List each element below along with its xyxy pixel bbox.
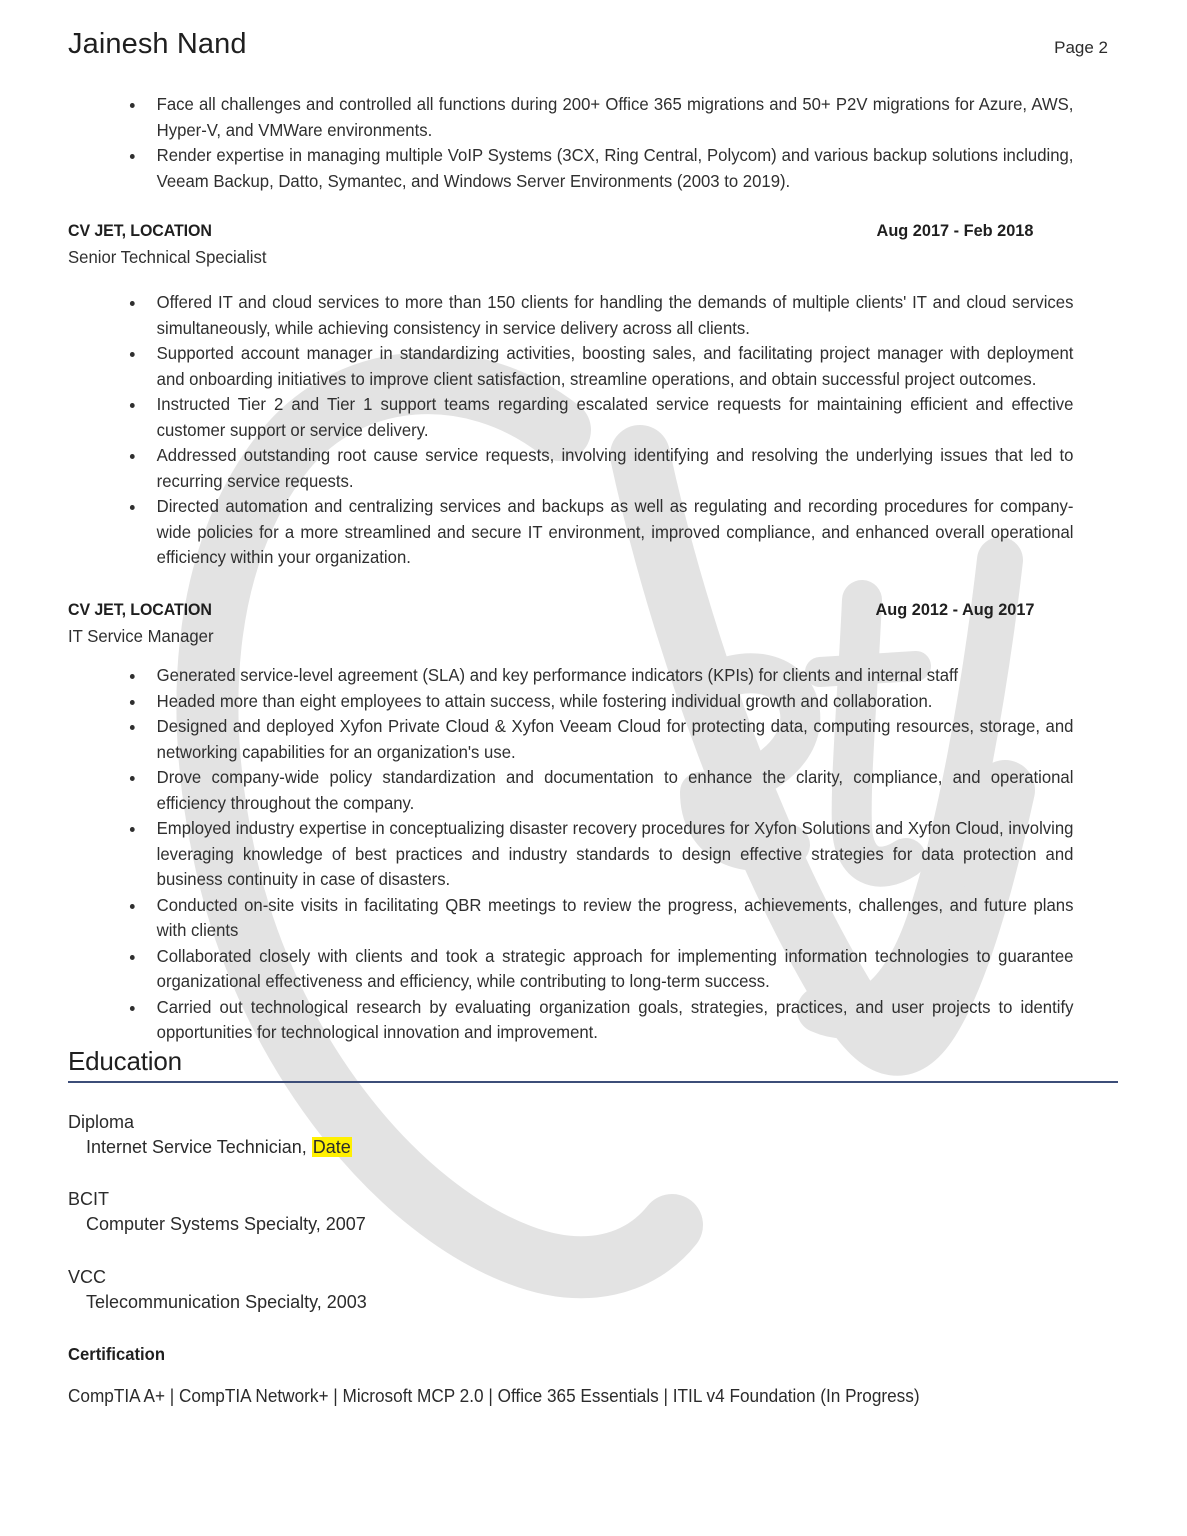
list-item: Addressed outstanding root cause service requests, involving identifying and resolving the underlying issues that led to recurring service requests. bbox=[128, 443, 1073, 494]
certification-list: CompTIA A+ | CompTIA Network+ | Microsoft MCP 2.0 | Office 365 Essentials | ITIL v4 Foundation (In Progress) bbox=[68, 1386, 920, 1406]
top-bullet-list bbox=[128, 92, 1118, 194]
list-item: Render expertise in managing multiple VoIP Systems (3CX, Ring Central, Polycom) and various backup solutions including, Veeam Backup, Datto, Symantec, and Windows Server Environments (2003 to 2019). bbox=[128, 143, 1073, 194]
job-company: CV JET, LOCATION bbox=[68, 221, 212, 240]
list-item: Headed more than eight employees to attain success, while fostering individual growth and collaboration. bbox=[128, 689, 1073, 715]
education-program-text: Internet Service Technician, bbox=[86, 1137, 312, 1157]
list-item: Drove company-wide policy standardization and documentation to enhance the clarity, compliance, and operational efficiency throughout the company. bbox=[128, 765, 1073, 816]
experience-2-bullet-list bbox=[128, 663, 1118, 1046]
education-school: Diploma bbox=[68, 1112, 135, 1132]
list-item: Instructed Tier 2 and Tier 1 support teams regarding escalated service requests for maintaining efficient and effective customer support or service delivery. bbox=[128, 392, 1073, 443]
page-number: Page 2 bbox=[1054, 38, 1108, 57]
education-school: BCIT bbox=[68, 1189, 110, 1209]
document-header bbox=[68, 28, 1108, 61]
job-dates: Aug 2017 - Feb 2018 bbox=[876, 221, 1034, 240]
education-entry-3 bbox=[68, 1265, 768, 1315]
education-program bbox=[68, 1135, 768, 1160]
list-item: Designed and deployed Xyfon Private Cloud & Xyfon Veeam Cloud for protecting data, computing resources, storage, and networking capabilities for an organization's use. bbox=[128, 714, 1073, 765]
list-item: Supported account manager in standardizing activities, boosting sales, and facilitating project manager with deployment and onboarding initiatives to improve client satisfaction, streamline operations, and obtain successful project outcomes. bbox=[128, 341, 1073, 392]
education-entry-2 bbox=[68, 1187, 768, 1237]
education-entry-1 bbox=[68, 1110, 768, 1160]
education-program: Telecommunication Specialty, 2003 bbox=[86, 1292, 367, 1312]
list-item: Offered IT and cloud services to more than 150 clients for handling the demands of multiple clients' IT and cloud services simultaneously, while achieving consistency in service delivery across all clients. bbox=[128, 290, 1073, 341]
section-divider bbox=[68, 1081, 1118, 1083]
section-title: Education bbox=[68, 1046, 182, 1076]
list-item: Collaborated closely with clients and took a strategic approach for implementing information technologies to guarantee organizational effectiveness and efficiency, while contributing to long-term success. bbox=[128, 944, 1073, 995]
list-item: Carried out technological research by evaluating organization goals, strategies, practices, and user projects to identify opportunities for technological innovation and improvement. bbox=[128, 995, 1073, 1046]
job-company: CV JET, LOCATION bbox=[68, 600, 212, 619]
certification-title: Certification bbox=[68, 1344, 166, 1364]
experience-entry-2 bbox=[68, 600, 1118, 647]
education-program: Computer Systems Specialty, 2007 bbox=[86, 1214, 366, 1234]
education-school: VCC bbox=[68, 1267, 107, 1287]
page-title: Jainesh Nand bbox=[68, 28, 247, 60]
experience-entry-1 bbox=[68, 221, 1118, 268]
list-item: Generated service-level agreement (SLA) and key performance indicators (KPIs) for clients and internal staff bbox=[128, 663, 1073, 689]
job-title: IT Service Manager bbox=[68, 626, 214, 646]
list-item: Face all challenges and controlled all functions during 200+ Office 365 migrations and 50+ P2V migrations for Azure, AWS, Hyper-V, and VMWare environments. bbox=[128, 92, 1073, 143]
education-section-header bbox=[68, 1046, 1118, 1083]
experience-1-bullet-list bbox=[128, 290, 1118, 571]
job-dates: Aug 2012 - Aug 2017 bbox=[875, 600, 1035, 619]
list-item: Employed industry expertise in conceptualizing disaster recovery procedures for Xyfon Solutions and Xyfon Cloud, involving leveraging knowledge of best practices and industry standards to design effective strategies for data protection and business continuity in case of disasters. bbox=[128, 816, 1073, 893]
job-title: Senior Technical Specialist bbox=[68, 247, 267, 267]
list-item: Conducted on-site visits in facilitating QBR meetings to review the progress, achievements, challenges, and future plans with clients bbox=[128, 893, 1073, 944]
list-item: Directed automation and centralizing services and backups as well as regulating and recording procedures for company-wide policies for a more streamlined and secure IT environment, improved compliance, and enhanced overall operational efficiency within your organization. bbox=[128, 494, 1073, 571]
education-date-highlight: Date bbox=[312, 1137, 351, 1157]
